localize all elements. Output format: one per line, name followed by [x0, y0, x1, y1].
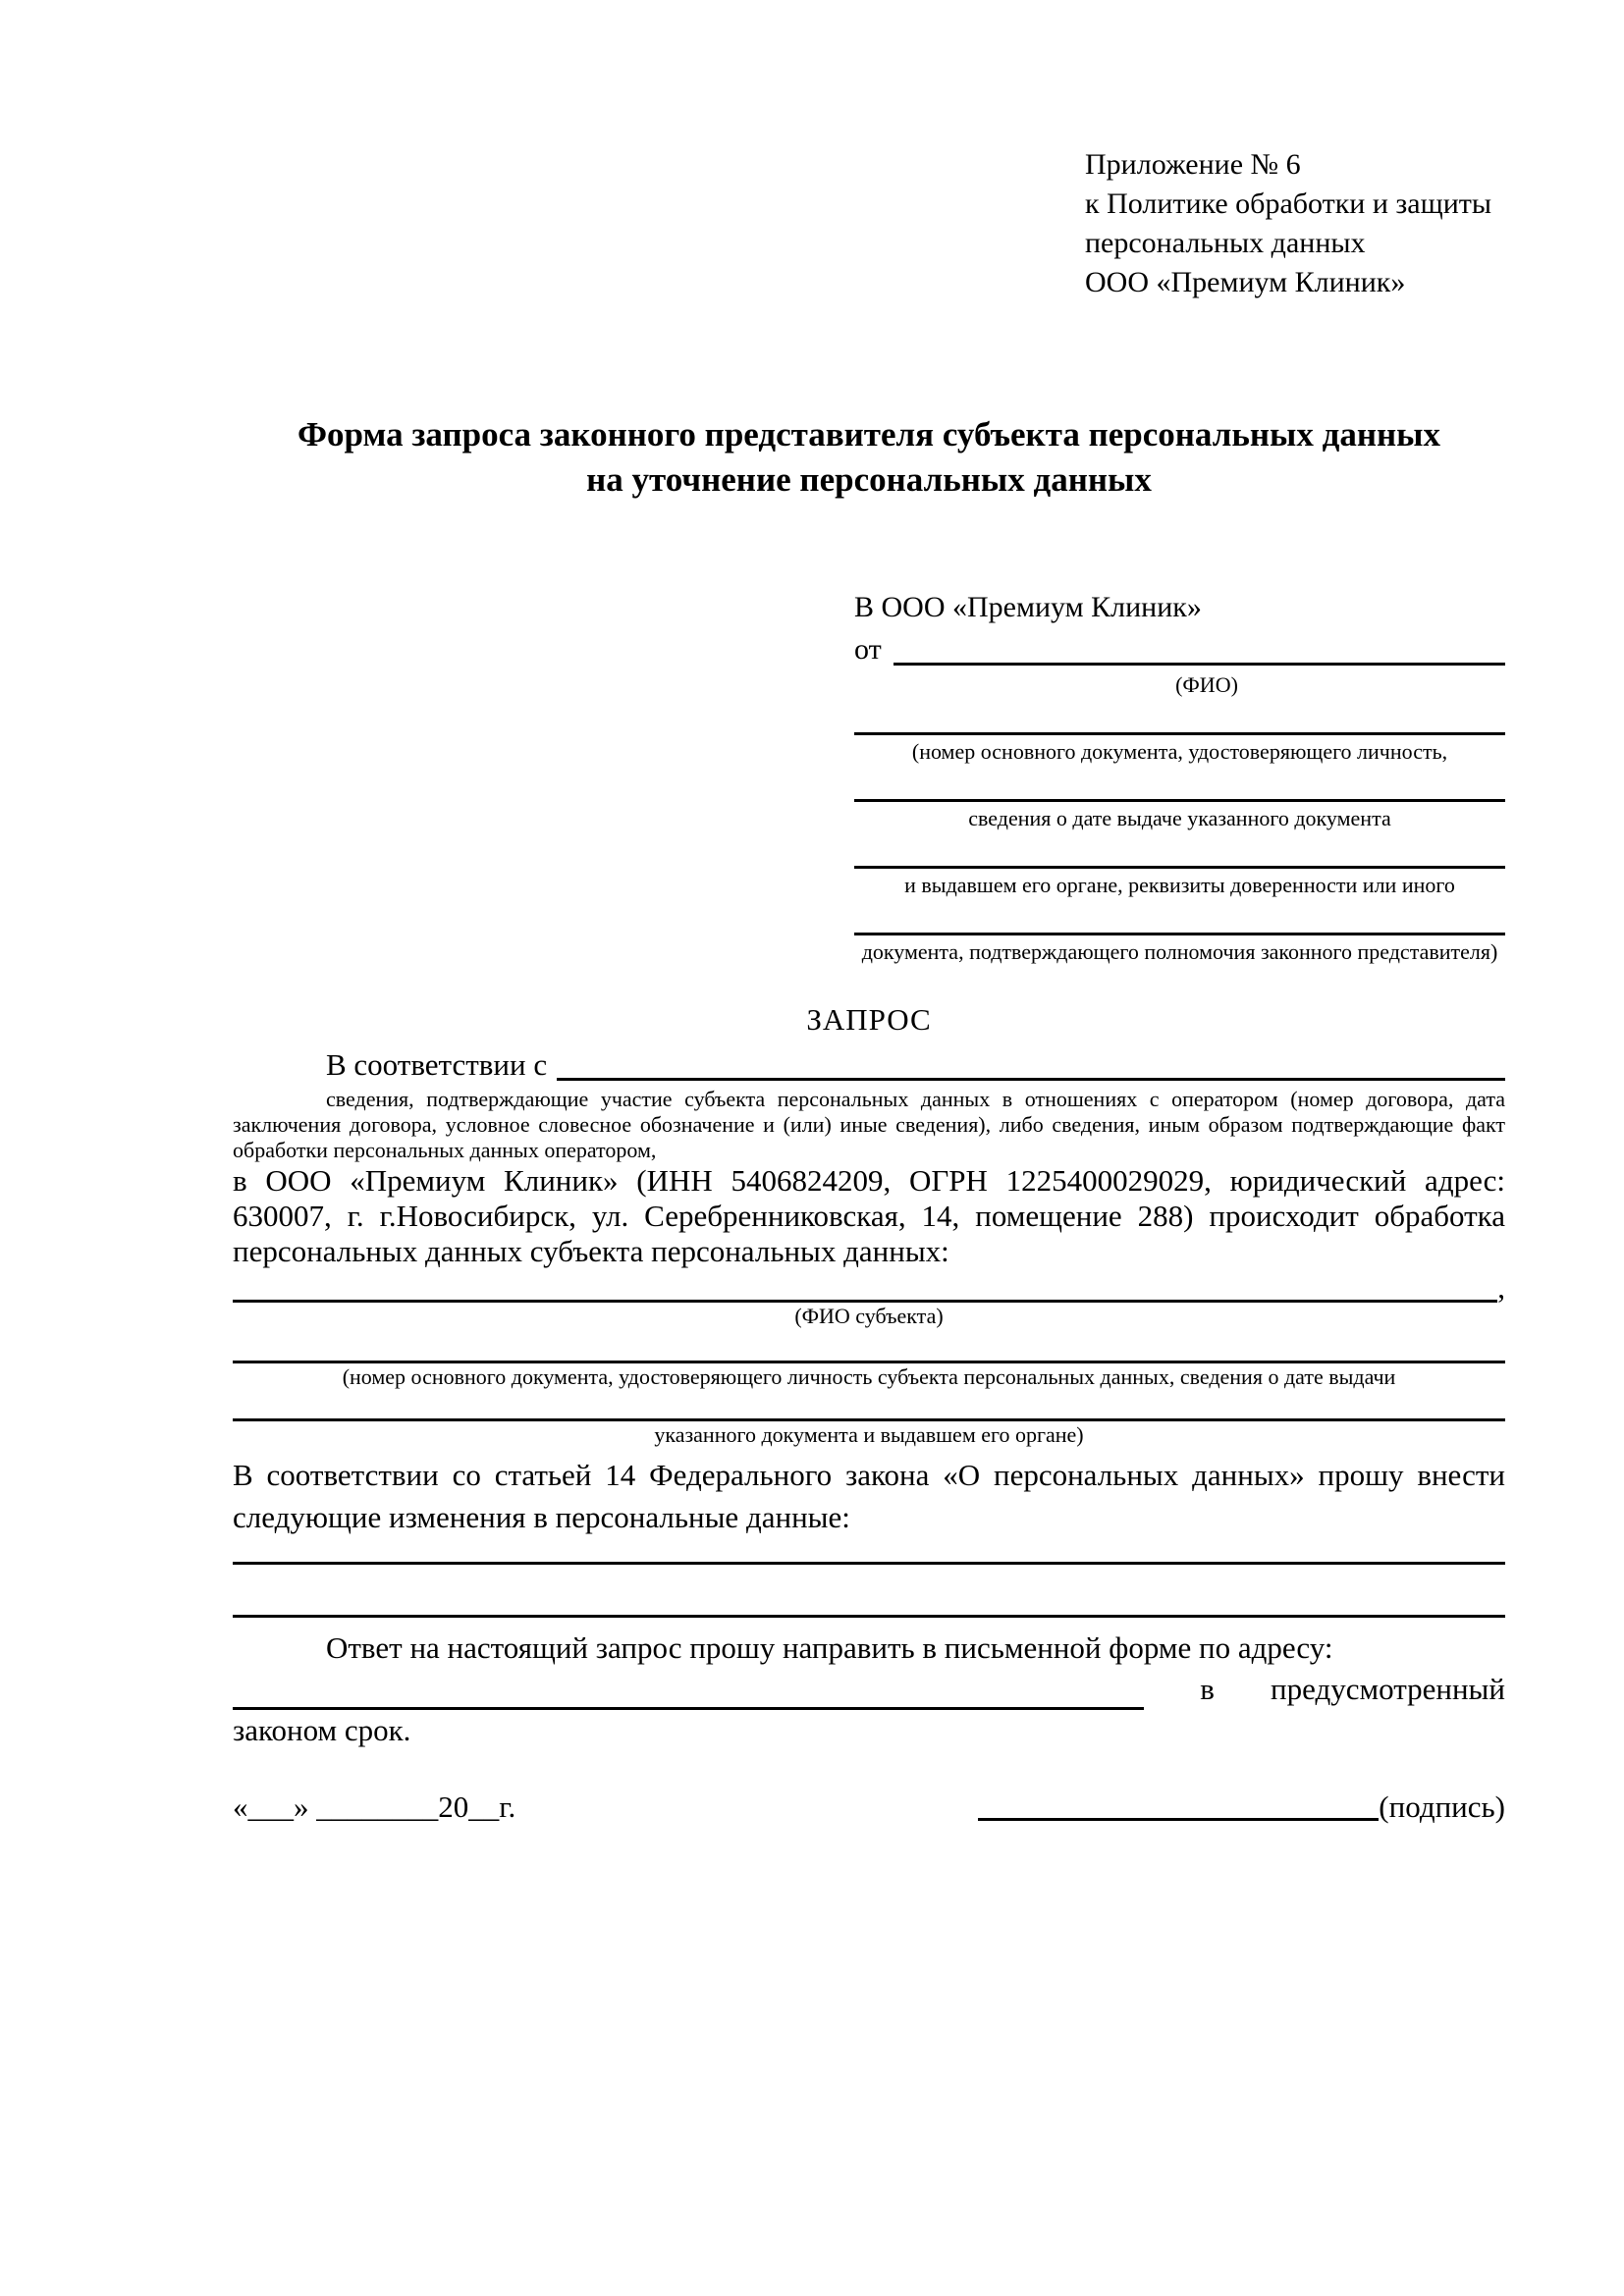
blank-caption: и выдавшем его органе, реквизиты доверенности или иного: [904, 873, 1455, 897]
document-title: [233, 412, 1505, 503]
from-label: от: [854, 633, 882, 666]
representative-doc-field: [854, 765, 1505, 831]
representative-doc-field: [854, 698, 1505, 765]
document-title-line-2: на уточнение персональных данных: [586, 460, 1152, 499]
fio-caption: (ФИО): [1175, 672, 1238, 697]
accordance-row: [233, 1043, 1505, 1087]
accordance-note: сведения, подтверждающие участие субъекта персональных данных в отношениях с оператором (номер договора, дата заключения договора, условное словесное обозначение и (или) иные сведения), либо сведения, иным образом подтверждающие факт обработки персональных данных оператором,: [233, 1087, 1505, 1162]
subject-fio-blank-line: [233, 1273, 1497, 1303]
answer-word-v: в: [1200, 1672, 1215, 1706]
date-line: «___» ________20__г.: [233, 1789, 516, 1824]
recipient-to-line: В ООО «Премиум Клиник»: [854, 591, 1202, 623]
appendix-line: персональных данных: [1085, 227, 1366, 259]
blank-line: [854, 898, 1505, 935]
changes-blank-line-1: [233, 1562, 1505, 1565]
appendix-block: [1085, 145, 1505, 302]
signature-caption: (подпись): [1379, 1789, 1505, 1824]
blank-caption: (номер основного документа, удостоверяющего личность,: [911, 739, 1448, 764]
appendix-line: Приложение № 6: [1085, 148, 1301, 181]
blank-line: [854, 831, 1505, 869]
recipient-block: [854, 587, 1505, 965]
blank-line: [854, 698, 1505, 735]
from-blank-line: [893, 628, 1505, 666]
changes-blank-line-2: [233, 1615, 1505, 1618]
answer-last-line: законом срок.: [233, 1713, 411, 1747]
appendix-line: к Политике обработки и защиты: [1085, 187, 1492, 220]
answer-word-predusmotrenny: предусмотренный: [1271, 1672, 1505, 1706]
from-row: [854, 628, 1505, 671]
signature-blank-line: [978, 1787, 1379, 1821]
operator-paragraph: в ООО «Премиум Клиник» (ИНН 5406824209, ОГРН 1225400029029, юридический адрес: 630007, г. г.Новосибирск, ул. Серебренниковская, 14, помещение 288) происходит обработка персональных данных субъекта персональных данных:: [233, 1163, 1505, 1268]
blank-caption: сведения о дате выдаче указанного документа: [968, 806, 1391, 830]
document-title-line-1: Форма запроса законного представителя субъекта персональных данных: [298, 415, 1440, 454]
date-signature-row: [233, 1787, 1505, 1828]
subject-comma: ,: [1497, 1270, 1505, 1305]
article-paragraph: В соответствии со статьей 14 Федерального закона «О персональных данных» прошу внести следующие изменения в персональные данные:: [233, 1458, 1505, 1534]
accordance-blank-line: [557, 1043, 1505, 1081]
appendix-line: ООО «Премиум Клиник»: [1085, 266, 1406, 298]
blank-caption: документа, подтверждающего полномочия законного представителя): [861, 939, 1498, 964]
subject-doc-caption-1: (номер основного документа, удостоверяющего личность субъекта персональных данных, сведения о дате выдачи: [342, 1364, 1396, 1389]
address-blank-line: [233, 1677, 1144, 1710]
subject-doc-caption-2: указанного документа и выдавшем его органе): [654, 1422, 1084, 1447]
request-heading: ЗАПРОС: [806, 1002, 932, 1037]
subject-fio-row: [233, 1269, 1505, 1303]
subject-fio-caption: (ФИО субъекта): [794, 1304, 944, 1328]
answer-paragraph: Ответ на настоящий запрос прошу направить в письменной форме по адресу:: [326, 1630, 1333, 1665]
representative-doc-field: [854, 898, 1505, 965]
signature-group: [978, 1787, 1505, 1828]
accordance-label: В соответствии с: [326, 1047, 548, 1082]
representative-doc-field: [854, 831, 1505, 898]
blank-line: [854, 765, 1505, 802]
address-row: [233, 1669, 1505, 1710]
